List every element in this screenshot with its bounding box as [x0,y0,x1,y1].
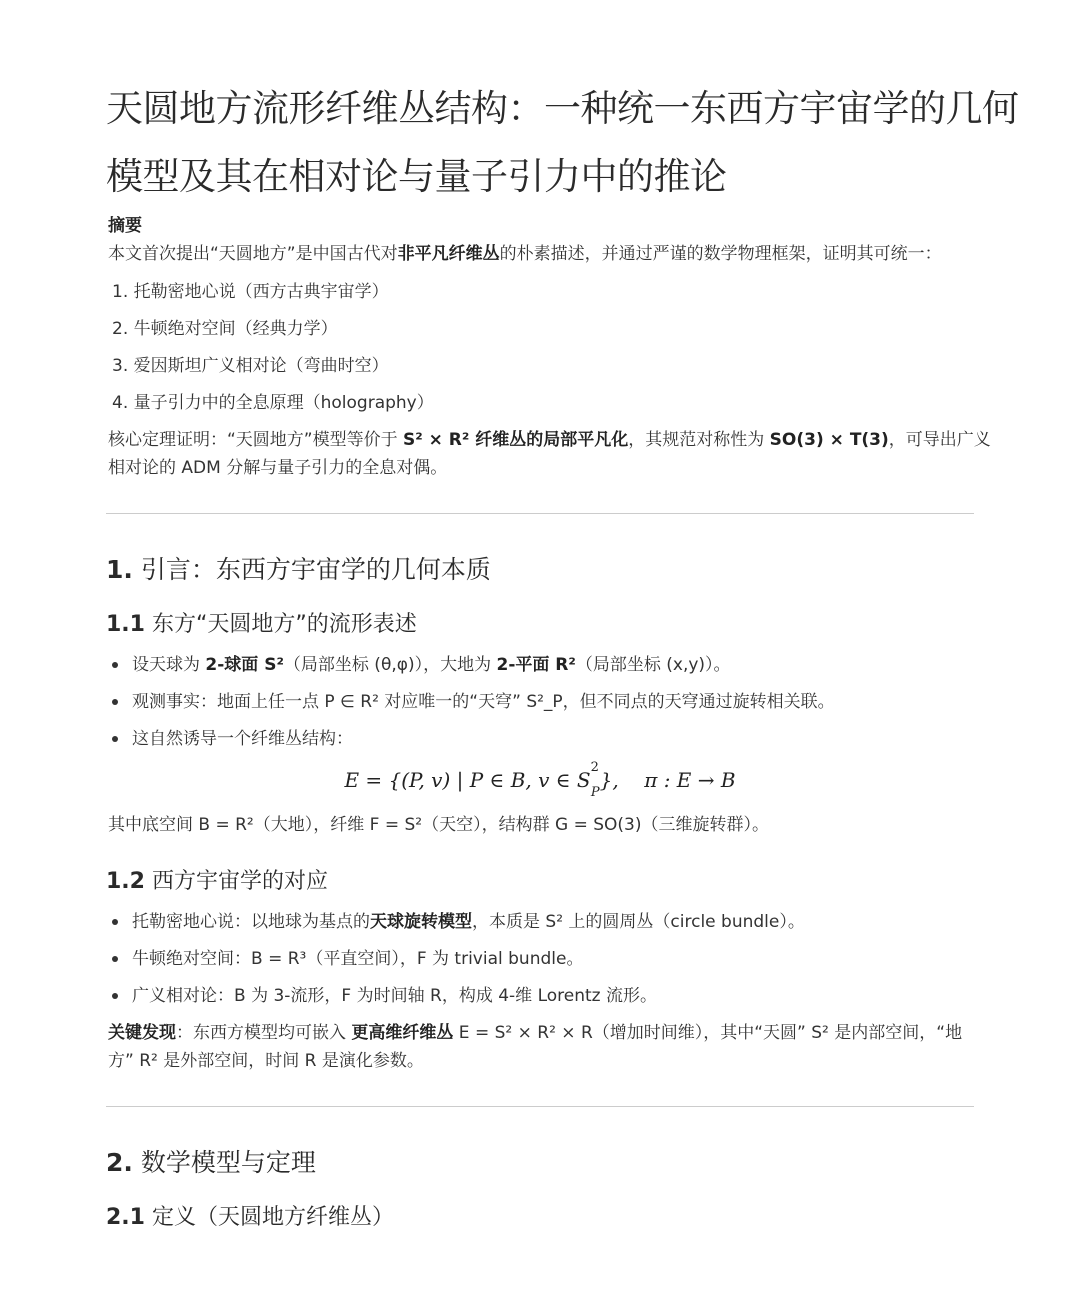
abstract-intro: 本文首次提出“天圆地方”是中国古代对非平凡纤维丛的朴素描述，并通过严谨的数学物理框架，证明其可统一： [108,244,942,264]
fiber-bundle-formula: E = {(P, v) | P ∈ B, v ∈ $S^2_P$}, π : E → B [344,760,736,800]
list-item: 这自然诱导一个纤维丛结构： [132,729,353,749]
bullet-icon [112,736,118,742]
section-2-heading: 2. 数学模型与定理 [106,1148,316,1177]
section-2-1-heading: 2.1 定义（天圆地方纤维丛） [106,1205,394,1230]
list-item: 广义相对论：B 为 3-流形，F 为时间轴 R，构成 4-维 Lorentz 流形。 [132,986,657,1006]
bullet-icon [112,956,118,962]
abstract-list-item: 1. 托勒密地心说（西方古典宇宙学） [112,282,389,302]
section-1-heading: 1. 引言：东西方宇宙学的几何本质 [106,555,491,584]
key-finding-line-1: 关键发现：东西方模型均可嵌入 更高维纤维丛 E = S² × R² × R（增加时间维），其中“天圆” S² 是内部空间，“地 [108,1023,963,1043]
section-1-1-heading: 1.1 东方“天圆地方”的流形表述 [106,612,417,637]
bullet-icon [112,919,118,925]
paragraph: 其中底空间 B = R²（大地），纤维 F = S²（天空），结构群 G = SO(3)（三维旋转群）。 [108,815,769,835]
list-item: 牛顿绝对空间：B = R³（平直空间），F 为 trivial bundle。 [132,949,584,969]
paper-title-line-1: 天圆地方流形纤维丛结构：一种统一东西方宇宙学的几何 [106,87,1019,130]
list-item: 托勒密地心说：以地球为基点的天球旋转模型，本质是 S² 上的圆周丛（circle bundle）。 [132,912,805,932]
key-finding-line-2: 方” R² 是外部空间，时间 R 是演化参数。 [108,1051,424,1071]
paper-title-line-2: 模型及其在相对论与量子引力中的推论 [106,155,727,198]
core-theorem-line-1: 核心定理证明：“天圆地方”模型等价于 S² × R² 纤维丛的局部平凡化，其规范对称性为 SO(3) × T(3)，可导出广义 [108,430,991,450]
section-1-2-heading: 1.2 西方宇宙学的对应 [106,869,328,894]
bullet-icon [112,662,118,668]
section-divider [106,1106,974,1107]
list-item: 设天球为 2-球面 S²（局部坐标 (θ,φ)），大地为 2-平面 R²（局部坐标 (x,y)）。 [132,655,731,675]
list-item: 观测事实：地面上任一点 P ∈ R² 对应唯一的“天穹” S²_P，但不同点的天穹通过旋转相关联。 [132,692,835,712]
abstract-heading: 摘要 [108,216,142,236]
bullet-icon [112,993,118,999]
abstract-list-item: 4. 量子引力中的全息原理（holography） [112,393,434,413]
core-theorem-line-2: 相对论的 ADM 分解与量子引力的全息对偶。 [108,458,448,478]
section-divider [106,513,974,514]
abstract-list-item: 3. 爱因斯坦广义相对论（弯曲时空） [112,356,389,376]
abstract-list-item: 2. 牛顿绝对空间（经典力学） [112,319,338,339]
bullet-icon [112,699,118,705]
